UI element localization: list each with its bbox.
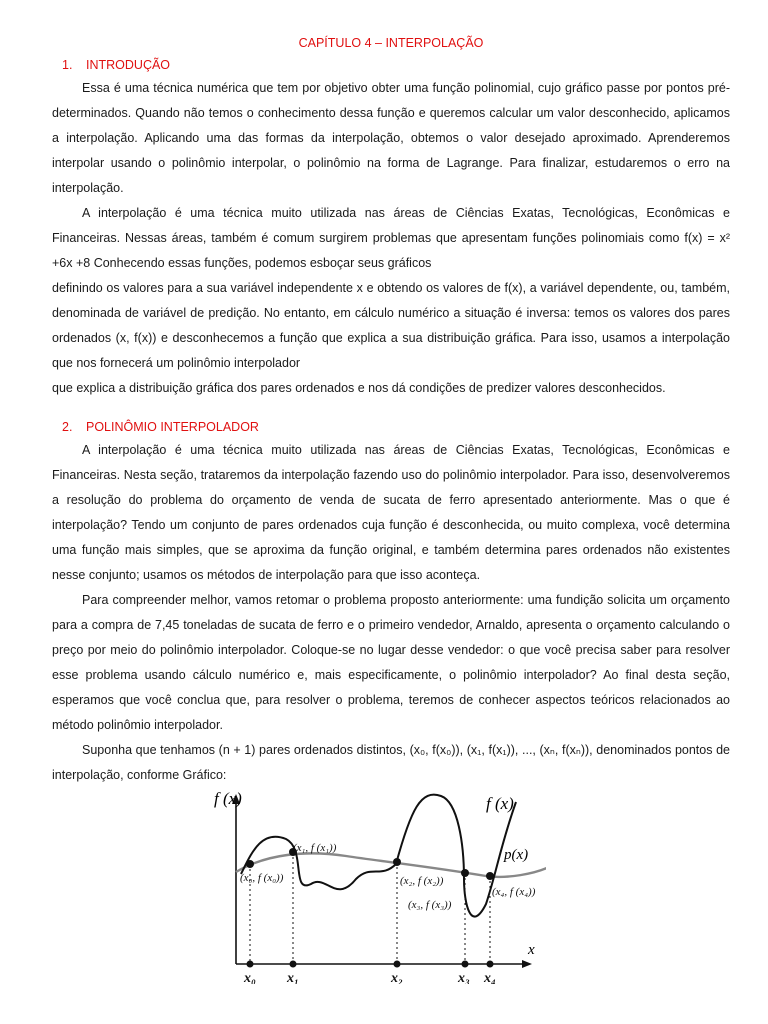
point-2 [393, 858, 401, 866]
document-page [52, 36, 730, 788]
paragraph: A interpolação é uma técnica muito utilizada nas áreas de Ciências Exatas, Tecnológicas, Econômicas e Financeiras. Nesta seção, trataremos da interpolação fazendo uso do polinômio interpolador. Para isso, desenvolveremos a resolução do problema do orçamento de venda de sucata de ferro apresentado anteriormente. Mas o que é interpolação? Tendo um conjunto de pares ordenados cuja função é desconhecida, ou muito complexa, você determina uma função mais simples, que se aproxima da função original, e também determina pares ordenados não existentes nesse conjunto; usamos os métodos de interpolação para que isso aconteça. [52, 443, 730, 582]
x-axis-label: x [528, 942, 535, 958]
interpolation-figure [196, 784, 546, 984]
point-0 [246, 860, 254, 868]
curve-p-label: p(x) [504, 847, 529, 863]
x-axis-arrow [522, 960, 532, 968]
interpolation-graph [196, 784, 546, 984]
point-4 [486, 872, 494, 880]
section-title: POLINÔMIO INTERPOLADOR [86, 420, 259, 434]
point-2-label: (x₂, f (x₂)) [400, 875, 444, 887]
point-4-label: (x₄, f (x₄)) [492, 886, 536, 898]
point-3-label: (x₃, f (x₃)) [408, 899, 452, 911]
section-number: 1. [62, 58, 73, 72]
x1-axis-dot [290, 961, 297, 968]
section-number: 2. [62, 420, 73, 434]
x1-tick-label: x₁ [287, 971, 299, 984]
paragraph: definindo os valores para a sua variável independente x e obtendo os valores de f(x), a variável dependente, ou, também, denominada de variável de predição. No entanto, em cálculo numérico a situação é inversa: temos os valores dos pares ordenados (x, f(x)) e desconhecemos a função que explica a sua distribuição gráfica. Para isso, usamos a interpolação que nos fornecerá um polinômio interpolador [52, 281, 730, 370]
point-0-label: (x₀, f (x₀)) [240, 872, 284, 884]
y-axis-label: f (x) [214, 789, 242, 808]
x4-axis-dot [487, 961, 494, 968]
x3-tick-label: x₃ [458, 971, 470, 984]
point-1-label: (x₁, f (x₁)) [293, 842, 337, 854]
x2-tick-label: x₂ [391, 971, 403, 984]
section-heading-introducao [62, 58, 730, 72]
point-3 [461, 869, 469, 877]
x0-axis-dot [247, 961, 254, 968]
x3-axis-dot [462, 961, 469, 968]
paragraph: que explica a distribuição gráfica dos pares ordenados e nos dá condições de predizer valores desconhecidos. [52, 381, 666, 395]
paragraph: Suponha que tenhamos (n + 1) pares ordenados distintos, (x₀, f(x₀)), (x₁, f(x₁)), ..., (xₙ, f(xₙ)), denominados pontos de interpolação, conforme Gráfico: [52, 743, 730, 782]
paragraph: Essa é uma técnica numérica que tem por objetivo obter uma função polinomial, cujo gráfico passe por pontos pré-determinados. Quando não temos o conhecimento dessa função e queremos calcular um valor desconhecido, aplicamos a interpolação. Aplicando uma das formas da interpolação, obtemos o valor desejado aproximado. Aprenderemos interpolar usando o polinômio interpolar, o polinômio na forma de Lagrange. Para finalizar, estudaremos o erro na interpolação. [52, 81, 730, 195]
section-heading-polinomio [62, 420, 730, 434]
paragraph: Para compreender melhor, vamos retomar o problema proposto anteriormente: uma fundição solicita um orçamento para a compra de 7,45 toneladas de sucata de ferro e o primeiro vendedor, Arnaldo, apresenta o orçamento calculando o preço por meio do polinômio interpolador. Coloque-se no lugar desse vendedor: o que você precisa saber para resolver esse problema usando cálculo numérico e, mais especificamente, o polinômio interpolador? Ao final desta seção, esperamos que você conclua que, para resolver o problema, teremos de conhecer aspectos teóricos relacionados ao método polinômio interpolador. [52, 593, 730, 732]
chapter-title: CAPÍTULO 4 – INTERPOLAÇÃO [298, 36, 484, 50]
x2-axis-dot [394, 961, 401, 968]
x4-tick-label: x₄ [484, 971, 496, 984]
section-title: INTRODUÇÃO [86, 58, 171, 72]
curve-f-label: f (x) [486, 794, 514, 813]
paragraph: A interpolação é uma técnica muito utilizada nas áreas de Ciências Exatas, Tecnológicas, Econômicas e Financeiras. Nessas áreas, também é comum surgirem problemas que apresentam funções polinomiais como f(x) = x² +6x +8 Conhecendo essas funções, podemos esboçar seus gráficos [52, 206, 730, 270]
x0-tick-label: x₀ [244, 971, 256, 984]
